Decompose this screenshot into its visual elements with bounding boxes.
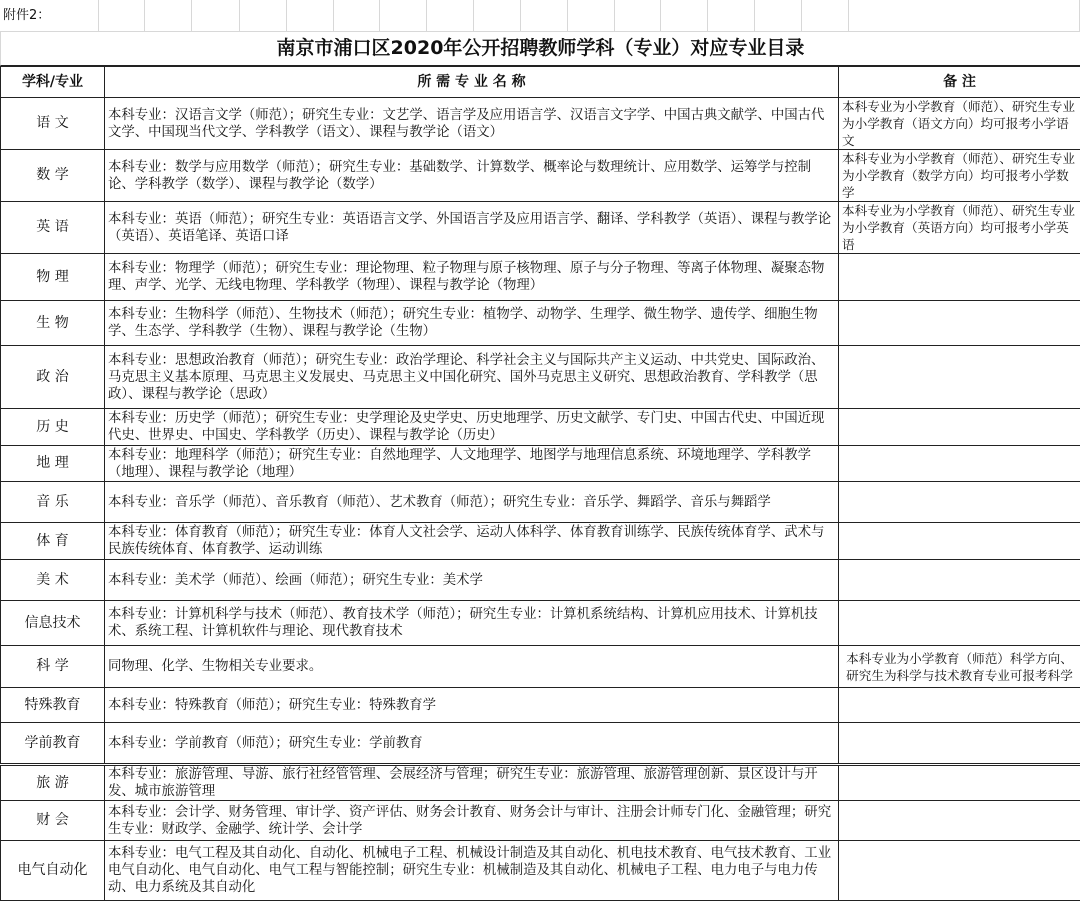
remarks-cell: 本科专业为小学教育（师范）、研究生专业为小学教育（数学方向）均可报考小学数学	[839, 150, 1080, 202]
remarks-cell	[839, 801, 1080, 841]
subject-cell: 美 术	[1, 560, 105, 601]
remarks-cell	[839, 409, 1080, 446]
table-row	[1, 765, 1080, 801]
table-row	[1, 723, 1080, 765]
subject-cell: 电气自动化	[1, 841, 105, 901]
subject-cell: 学前教育	[1, 723, 105, 765]
majors-cell: 本科专业：物理学（师范）；研究生专业：理论物理、粒子物理与原子核物理、原子与分子物理、等离子体物理、凝聚态物理、声学、光学、无线电物理、学科教学（物理）、课程与教学论（物理）	[105, 254, 839, 301]
empty-cell	[427, 0, 474, 31]
attachment-row	[0, 0, 1080, 32]
table-row	[1, 646, 1080, 688]
remarks-cell	[839, 523, 1080, 560]
remarks-cell	[839, 254, 1080, 301]
subject-cell: 政 治	[1, 346, 105, 409]
majors-cell: 本科专业：生物科学（师范）、生物技术（师范）；研究生专业：植物学、动物学、生理学、微生物学、遗传学、细胞生物学、生态学、学科教学（生物）、课程与教学论（生物）	[105, 301, 839, 346]
majors-cell: 本科专业：英语（师范）；研究生专业：英语语言文学、外国语言学及应用语言学、翻译、学科教学（英语）、课程与教学论（英语）、英语笔译、英语口译	[105, 202, 839, 254]
table-row	[1, 446, 1080, 482]
majors-cell: 本科专业：计算机科学与技术（师范）、教育技术学（师范）；研究生专业：计算机系统结构、计算机应用技术、计算机技术、系统工程、计算机软件与理论、现代教育技术	[105, 601, 839, 646]
remarks-cell	[839, 346, 1080, 409]
subject-cell: 生 物	[1, 301, 105, 346]
subject-cell: 地 理	[1, 446, 105, 482]
table-row	[1, 560, 1080, 601]
empty-cell	[615, 0, 662, 31]
header-remarks: 备 注	[839, 67, 1080, 98]
remarks-cell: 本科专业为小学教育（师范）、研究生专业为小学教育（语文方向）均可报考小学语文	[839, 98, 1080, 150]
remarks-cell	[839, 301, 1080, 346]
majors-cell: 本科专业：旅游管理、导游、旅行社经管管理、会展经济与管理；研究生专业：旅游管理、旅游管理创新、景区设计与开发、城市旅游管理	[105, 765, 839, 801]
empty-cell	[334, 0, 381, 31]
remarks-cell	[839, 841, 1080, 901]
majors-cell: 本科专业：音乐学（师范）、音乐教育（师范）、艺术教育（师范）；研究生专业：音乐学、舞蹈学、音乐与舞蹈学	[105, 482, 839, 523]
table-row	[1, 254, 1080, 301]
remarks-cell	[839, 560, 1080, 601]
subject-cell: 英 语	[1, 202, 105, 254]
remarks-cell	[839, 446, 1080, 482]
subject-cell: 信息技术	[1, 601, 105, 646]
subject-cell: 历 史	[1, 409, 105, 446]
table-row	[1, 523, 1080, 560]
majors-cell: 本科专业：会计学、财务管理、审计学、资产评估、财务会计教育、财务会计与审计、注册会计师专门化、金融管理；研究生专业：财政学、金融学、统计学、会计学	[105, 801, 839, 841]
empty-cell	[99, 0, 145, 31]
empty-cell	[240, 0, 287, 31]
majors-cell: 本科专业：美术学（师范）、绘画（师范）；研究生专业：美术学	[105, 560, 839, 601]
remarks-cell	[839, 765, 1080, 801]
empty-cell	[474, 0, 521, 31]
subject-cell: 体 育	[1, 523, 105, 560]
subject-cell: 数 学	[1, 150, 105, 202]
table-header-row	[1, 67, 1080, 98]
empty-cell	[755, 0, 802, 31]
header-subject: 学科/专业	[1, 67, 105, 98]
empty-cell	[145, 0, 192, 31]
attachment-label: 附件2：	[0, 0, 99, 31]
subject-cell: 旅 游	[1, 765, 105, 801]
table-row	[1, 98, 1080, 150]
header-majors: 所 需 专 业 名 称	[105, 67, 839, 98]
empty-cell	[849, 0, 1080, 31]
empty-cell	[568, 0, 615, 31]
subject-cell: 物 理	[1, 254, 105, 301]
majors-cell: 本科专业：特殊教育（师范）；研究生专业：特殊教育学	[105, 688, 839, 723]
empty-cell	[802, 0, 849, 31]
table-row	[1, 801, 1080, 841]
table-row	[1, 409, 1080, 446]
table-row	[1, 482, 1080, 523]
majors-cell: 本科专业：体育教育（师范）；研究生专业：体育人文社会学、运动人体科学、体育教育训练学、民族传统体育学、武术与民族传统体育、体育教学、运动训练	[105, 523, 839, 560]
remarks-cell	[839, 723, 1080, 765]
empty-cell	[708, 0, 755, 31]
subject-cell: 财 会	[1, 801, 105, 841]
remarks-cell	[839, 601, 1080, 646]
table-row	[1, 688, 1080, 723]
subject-cell: 音 乐	[1, 482, 105, 523]
subject-cell: 科 学	[1, 646, 105, 688]
majors-table	[0, 66, 1080, 901]
table-row	[1, 601, 1080, 646]
subject-cell: 特殊教育	[1, 688, 105, 723]
majors-cell: 本科专业：数学与应用数学（师范）；研究生专业：基础数学、计算数学、概率论与数理统计、应用数学、运筹学与控制论、学科教学（数学）、课程与教学论（数学）	[105, 150, 839, 202]
empty-cell	[661, 0, 708, 31]
empty-cell	[287, 0, 334, 31]
empty-cell	[521, 0, 568, 31]
remarks-cell	[839, 688, 1080, 723]
table-row	[1, 346, 1080, 409]
remarks-cell: 本科专业为小学教育（师范）科学方向、研究生为科学与技术教育专业可报考科学	[839, 646, 1080, 688]
subject-cell: 语 文	[1, 98, 105, 150]
table-row	[1, 150, 1080, 202]
majors-cell: 本科专业：历史学（师范）；研究生专业：史学理论及史学史、历史地理学、历史文献学、专门史、中国古代史、中国近现代史、世界史、中国史、学科教学（历史）、课程与教学论（历史）	[105, 409, 839, 446]
table-row	[1, 841, 1080, 901]
remarks-cell: 本科专业为小学教育（师范）、研究生专业为小学教育（英语方向）均可报考小学英语	[839, 202, 1080, 254]
majors-cell: 本科专业：思想政治教育（师范）；研究生专业：政治学理论、科学社会主义与国际共产主义运动、中共党史、国际政治、马克思主义基本原理、马克思主义发展史、马克思主义中国化研究、国外马克思主义研究、思想政治教育、学科教学（思政）、课程与教学论（思政）	[105, 346, 839, 409]
majors-cell: 本科专业：学前教育（师范）；研究生专业：学前教育	[105, 723, 839, 765]
empty-cell	[192, 0, 240, 31]
majors-cell: 本科专业：电气工程及其自动化、自动化、机械电子工程、机械设计制造及其自动化、机电技术教育、电气技术教育、工业电气自动化、电气自动化、电气工程与智能控制；研究生专业：机械制造及其自动化、机械电子工程、电力电子与电力传动、电力系统及其自动化	[105, 841, 839, 901]
table-row	[1, 301, 1080, 346]
majors-cell: 本科专业：汉语言文学（师范）；研究生专业：文艺学、语言学及应用语言学、汉语言文字学、中国古典文献学、中国古代文学、中国现当代文学、学科教学（语文）、课程与教学论（语文）	[105, 98, 839, 150]
majors-cell: 同物理、化学、生物相关专业要求。	[105, 646, 839, 688]
page-title: 南京市浦口区2020年公开招聘教师学科（专业）对应专业目录	[0, 32, 1080, 66]
majors-cell: 本科专业：地理科学（师范）；研究生专业：自然地理学、人文地理学、地图学与地理信息系统、环境地理学、学科教学（地理）、课程与教学论（地理）	[105, 446, 839, 482]
empty-cell	[380, 0, 427, 31]
table-row	[1, 202, 1080, 254]
remarks-cell	[839, 482, 1080, 523]
